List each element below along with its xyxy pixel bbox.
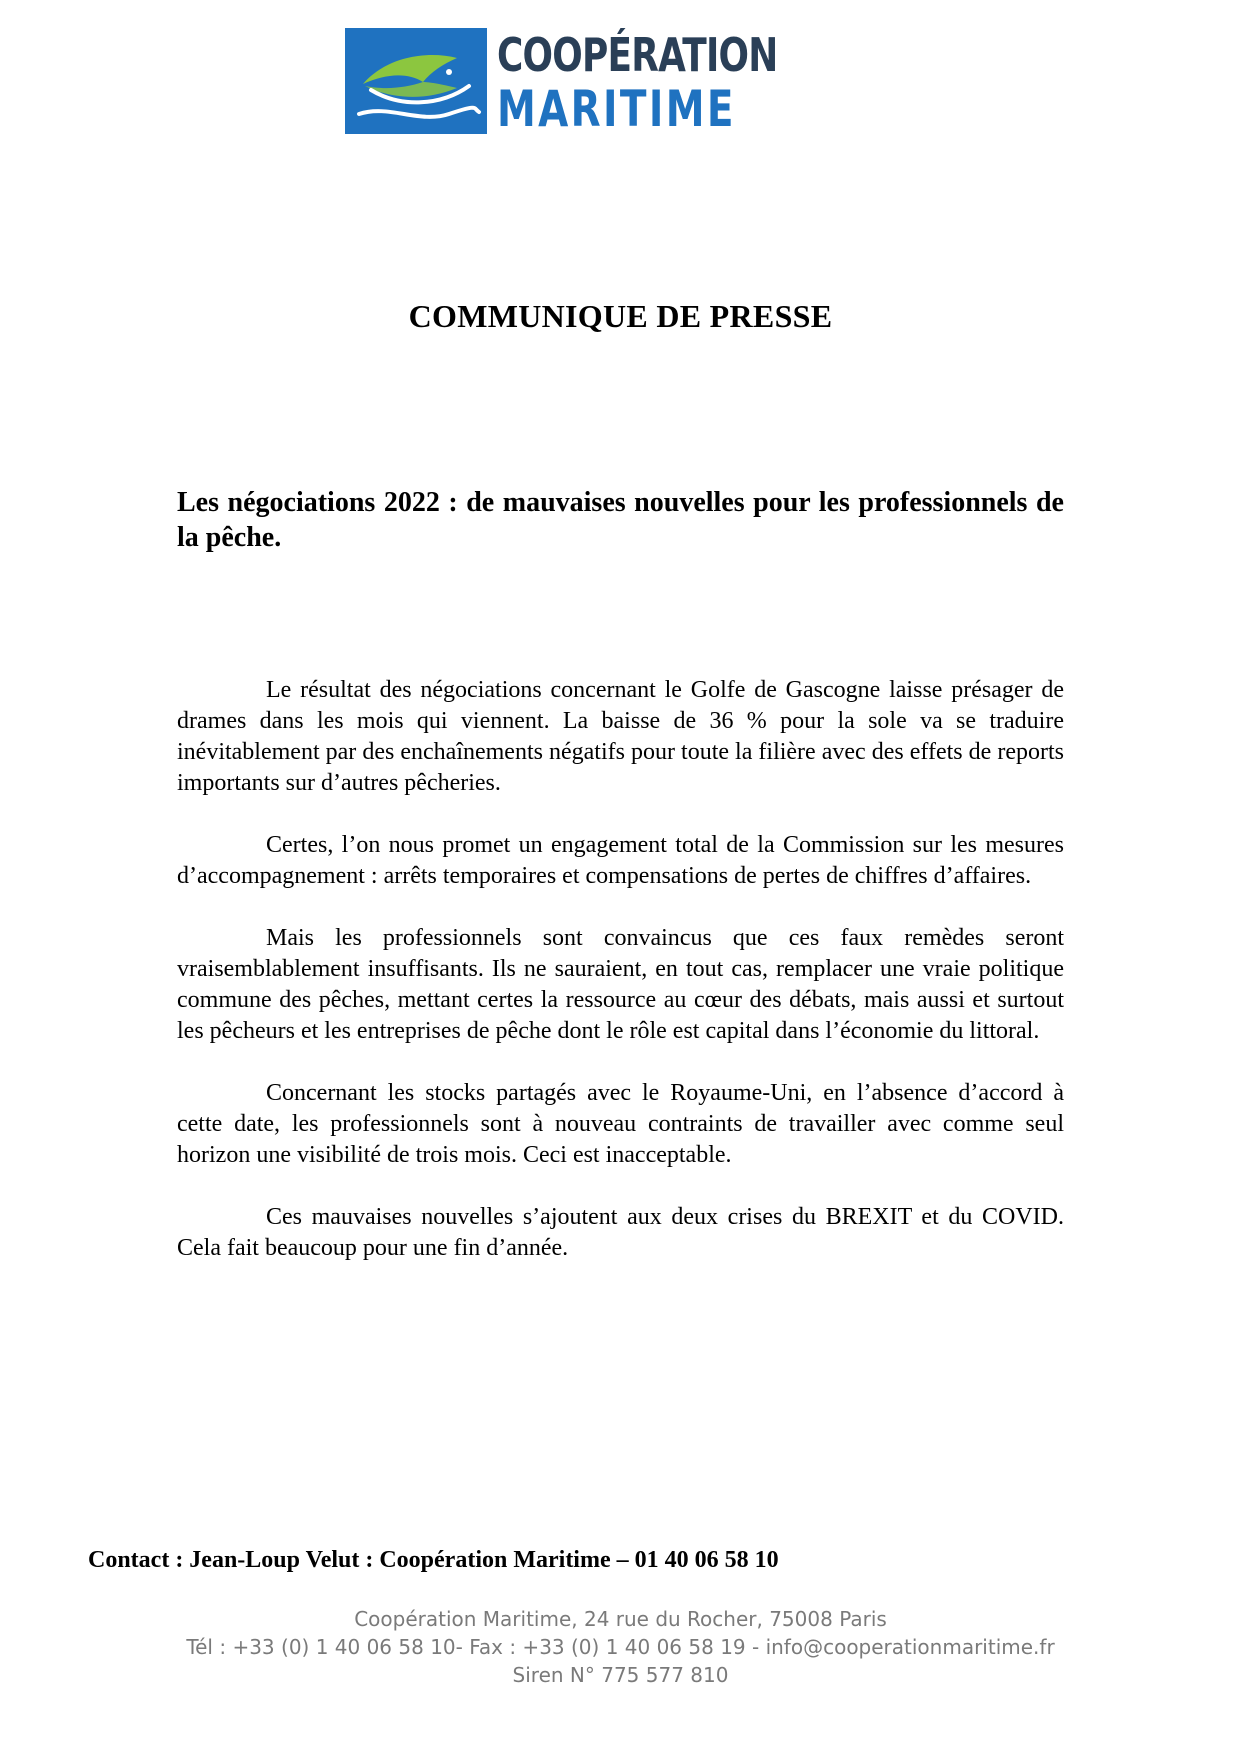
footer-address: Coopération Maritime, 24 rue du Rocher, 75008 Paris xyxy=(354,1607,887,1631)
paragraph-4: Concernant les stocks partagés avec le Royaume-Uni, en l’absence d’accord à cette date, les professionnels sont à nouveau contraints de travailler avec comme seul horizon une visibilité de trois mois. Ceci est inacceptable. xyxy=(177,1080,1064,1168)
contact-line: Contact : Jean-Loup Velut : Coopération Maritime – 01 40 06 58 10 xyxy=(88,1547,779,1573)
document-title: COMMUNIQUE DE PRESSE xyxy=(408,298,833,334)
footer-phone-fax-email: Tél : +33 (0) 1 40 06 58 10- Fax : +33 (0) 1 40 06 58 19 - info@cooperationmaritime.fr xyxy=(186,1635,1055,1659)
press-release-body xyxy=(177,675,1064,1295)
page-footer xyxy=(0,1605,1241,1689)
logo-line-1: COOPÉRATION xyxy=(497,28,778,82)
paragraph-3: Mais les professionnels sont convaincus que ces faux remèdes seront vraisemblablement insuffisants. Ils ne sauraient, en tout cas, remplacer une vraie politique commune des pêches, mettant certes la ressource au cœur des débats, mais aussi et surtout les pêcheurs et les entreprises de pêche dont le rôle est capital dans l’économie du littoral. xyxy=(177,925,1064,1044)
fish-logo-icon xyxy=(345,28,487,134)
paragraph-5: Ces mauvaises nouvelles s’ajoutent aux deux crises du BREXIT et du COVID. Cela fait beaucoup pour une fin d’année. xyxy=(177,1204,1064,1261)
logo-line-2: MARITIME xyxy=(497,80,736,138)
paragraph-2: Certes, l’on nous promet un engagement total de la Commission sur les mesures d’accompagnement : arrêts temporaires et compensations de pertes de chiffres d’affaires. xyxy=(177,832,1064,889)
paragraph-1: Le résultat des négociations concernant le Golfe de Gascogne laisse présager de drames dans les mois qui viennent. La baisse de 36 % pour la sole va se traduire inévitablement par des enchaînements négatifs pour toute la filière avec des effets de reports importants sur d’autres pêcheries. xyxy=(177,677,1064,796)
footer-siren: Siren N° 775 577 810 xyxy=(512,1663,729,1687)
headline: Les négociations 2022 : de mauvaises nouvelles pour les professionnels de la pêche. xyxy=(177,487,1064,553)
logo-wordmark xyxy=(497,26,777,136)
company-logo xyxy=(345,26,778,138)
